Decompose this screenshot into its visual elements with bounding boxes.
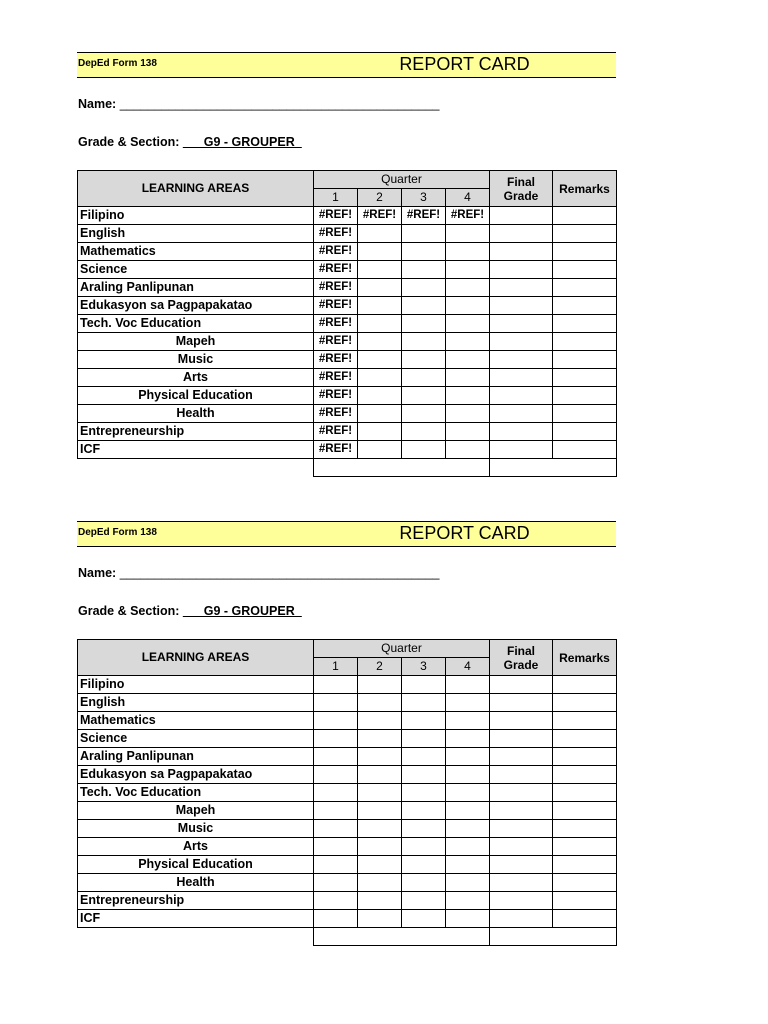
remarks-header: Remarks bbox=[553, 640, 617, 676]
quarter-grade-cell bbox=[402, 712, 446, 730]
quarter-grade-cell bbox=[314, 820, 358, 838]
quarter-grade-cell bbox=[314, 892, 358, 910]
learning-area-cell: Health bbox=[78, 874, 314, 892]
table-row bbox=[78, 694, 617, 712]
quarter-grade-cell bbox=[402, 441, 446, 459]
general-average-cell bbox=[314, 459, 490, 477]
quarter-grade-cell bbox=[358, 261, 402, 279]
quarter-grade-cell: #REF! bbox=[314, 315, 358, 333]
quarter-grade-cell: #REF! bbox=[314, 423, 358, 441]
quarter-header: Quarter bbox=[314, 171, 490, 189]
remarks-cell bbox=[553, 802, 617, 820]
quarter-grade-cell bbox=[358, 387, 402, 405]
card-title: REPORT CARD bbox=[399, 523, 530, 543]
grade-section-label: Grade & Section: bbox=[78, 604, 180, 618]
final-grade-cell bbox=[490, 405, 553, 423]
final-grade-cell bbox=[490, 838, 553, 856]
table-row bbox=[78, 333, 617, 351]
table-row bbox=[78, 243, 617, 261]
learning-area-cell: Araling Panlipunan bbox=[78, 748, 314, 766]
final-grade-cell bbox=[490, 387, 553, 405]
table-row bbox=[78, 225, 617, 243]
table-row bbox=[78, 405, 617, 423]
learning-area-cell: ICF bbox=[78, 910, 314, 928]
remarks-cell bbox=[553, 243, 617, 261]
quarter-grade-cell bbox=[446, 712, 490, 730]
learning-areas-header: LEARNING AREAS bbox=[78, 640, 314, 676]
table-row bbox=[78, 730, 617, 748]
quarter-grade-cell bbox=[446, 297, 490, 315]
quarter-number: 3 bbox=[402, 658, 446, 676]
learning-area-cell: Health bbox=[78, 405, 314, 423]
quarter-grade-cell bbox=[358, 730, 402, 748]
remarks-cell bbox=[553, 225, 617, 243]
quarter-grade-cell bbox=[446, 279, 490, 297]
quarter-grade-cell: #REF! bbox=[314, 297, 358, 315]
final-grade-cell bbox=[490, 297, 553, 315]
quarter-grade-cell: #REF! bbox=[314, 351, 358, 369]
learning-area-cell: Mapeh bbox=[78, 802, 314, 820]
final-grade-cell bbox=[490, 369, 553, 387]
name-line bbox=[78, 97, 440, 111]
final-grade-cell bbox=[490, 315, 553, 333]
remarks-cell bbox=[553, 333, 617, 351]
general-average-cell bbox=[314, 928, 490, 946]
quarter-grade-cell bbox=[314, 838, 358, 856]
quarter-grade-cell bbox=[446, 333, 490, 351]
final-grade-cell bbox=[490, 784, 553, 802]
learning-area-cell: Physical Education bbox=[78, 856, 314, 874]
final-grade-cell bbox=[490, 243, 553, 261]
header-row bbox=[78, 171, 617, 189]
grades-table bbox=[77, 170, 617, 477]
learning-area-cell: Araling Panlipunan bbox=[78, 279, 314, 297]
learning-area-cell: Tech. Voc Education bbox=[78, 315, 314, 333]
learning-area-cell: Music bbox=[78, 820, 314, 838]
learning-area-cell: Science bbox=[78, 261, 314, 279]
quarter-grade-cell: #REF! bbox=[314, 441, 358, 459]
quarter-grade-cell bbox=[446, 892, 490, 910]
quarter-grade-cell bbox=[358, 225, 402, 243]
remarks-cell bbox=[553, 766, 617, 784]
quarter-grade-cell bbox=[358, 856, 402, 874]
remarks-cell bbox=[553, 441, 617, 459]
grade-section-value: ___G9 - GROUPER_ bbox=[182, 135, 302, 149]
quarter-grade-cell: #REF! bbox=[314, 261, 358, 279]
learning-area-cell: ICF bbox=[78, 441, 314, 459]
final-grade-cell bbox=[490, 748, 553, 766]
summary-row bbox=[78, 459, 617, 477]
final-grade-cell bbox=[490, 712, 553, 730]
form-label: DepEd Form 138 bbox=[78, 527, 157, 538]
quarter-grade-cell bbox=[358, 333, 402, 351]
card-header bbox=[77, 52, 616, 78]
quarter-grade-cell bbox=[402, 333, 446, 351]
final-grade-cell bbox=[490, 766, 553, 784]
average-remarks-cell bbox=[490, 459, 617, 477]
table-row bbox=[78, 207, 617, 225]
table-row bbox=[78, 441, 617, 459]
quarter-grade-cell: #REF! bbox=[446, 207, 490, 225]
quarter-grade-cell bbox=[402, 225, 446, 243]
remarks-cell bbox=[553, 748, 617, 766]
quarter-grade-cell bbox=[358, 676, 402, 694]
quarter-grade-cell bbox=[402, 243, 446, 261]
table-row bbox=[78, 802, 617, 820]
final-grade-cell bbox=[490, 333, 553, 351]
grade-section-label: Grade & Section: bbox=[78, 135, 180, 149]
quarter-grade-cell bbox=[446, 225, 490, 243]
quarter-grade-cell: #REF! bbox=[314, 333, 358, 351]
quarter-grade-cell bbox=[314, 676, 358, 694]
final-grade-cell bbox=[490, 676, 553, 694]
table-row bbox=[78, 279, 617, 297]
quarter-grade-cell: #REF! bbox=[314, 387, 358, 405]
quarter-grade-cell bbox=[358, 351, 402, 369]
quarter-grade-cell bbox=[402, 838, 446, 856]
final-grade-cell bbox=[490, 694, 553, 712]
average-remarks-cell bbox=[490, 928, 617, 946]
quarter-grade-cell bbox=[402, 892, 446, 910]
table-row bbox=[78, 874, 617, 892]
table-row bbox=[78, 261, 617, 279]
quarter-grade-cell bbox=[358, 405, 402, 423]
final-grade-cell bbox=[490, 874, 553, 892]
learning-area-cell: Filipino bbox=[78, 207, 314, 225]
quarter-number: 2 bbox=[358, 658, 402, 676]
table-row bbox=[78, 910, 617, 928]
final-grade-cell bbox=[490, 423, 553, 441]
quarter-grade-cell bbox=[358, 892, 402, 910]
learning-area-cell: English bbox=[78, 694, 314, 712]
quarter-grade-cell bbox=[358, 802, 402, 820]
table-row bbox=[78, 856, 617, 874]
final-grade-cell bbox=[490, 730, 553, 748]
learning-area-cell: Entrepreneurship bbox=[78, 892, 314, 910]
quarter-grade-cell bbox=[446, 261, 490, 279]
learning-area-cell: Mathematics bbox=[78, 712, 314, 730]
final-grade-cell bbox=[490, 279, 553, 297]
quarter-grade-cell bbox=[358, 297, 402, 315]
quarter-grade-cell bbox=[446, 838, 490, 856]
report-card-1 bbox=[77, 52, 616, 456]
quarter-grade-cell bbox=[358, 874, 402, 892]
remarks-header: Remarks bbox=[553, 171, 617, 207]
name-value: ______________________________________________ bbox=[119, 566, 440, 580]
table-row bbox=[78, 766, 617, 784]
learning-area-cell: Edukasyon sa Pagpapakatao bbox=[78, 297, 314, 315]
quarter-grade-cell bbox=[446, 676, 490, 694]
grades-table bbox=[77, 639, 617, 946]
quarter-grade-cell bbox=[358, 910, 402, 928]
remarks-cell bbox=[553, 207, 617, 225]
final-grade-cell bbox=[490, 802, 553, 820]
learning-area-cell: Edukasyon sa Pagpapakatao bbox=[78, 766, 314, 784]
quarter-grade-cell bbox=[358, 279, 402, 297]
summary-row bbox=[78, 928, 617, 946]
learning-area-cell: Mathematics bbox=[78, 243, 314, 261]
quarter-grade-cell bbox=[314, 730, 358, 748]
name-line bbox=[78, 566, 440, 580]
quarter-grade-cell bbox=[314, 694, 358, 712]
quarter-grade-cell bbox=[358, 838, 402, 856]
quarter-number: 3 bbox=[402, 189, 446, 207]
quarter-grade-cell: #REF! bbox=[314, 225, 358, 243]
quarter-grade-cell bbox=[402, 279, 446, 297]
final-grade-header: Final Grade bbox=[490, 640, 553, 676]
quarter-grade-cell bbox=[446, 748, 490, 766]
final-grade-header: Final Grade bbox=[490, 171, 553, 207]
remarks-cell bbox=[553, 423, 617, 441]
learning-area-cell: Tech. Voc Education bbox=[78, 784, 314, 802]
remarks-cell bbox=[553, 297, 617, 315]
quarter-grade-cell bbox=[402, 387, 446, 405]
remarks-cell bbox=[553, 712, 617, 730]
remarks-cell bbox=[553, 730, 617, 748]
quarter-grade-cell bbox=[402, 820, 446, 838]
card-header bbox=[77, 521, 616, 547]
table-row bbox=[78, 387, 617, 405]
quarter-grade-cell bbox=[358, 820, 402, 838]
quarter-grade-cell bbox=[402, 874, 446, 892]
table-row bbox=[78, 423, 617, 441]
quarter-grade-cell: #REF! bbox=[314, 243, 358, 261]
grade-section-line bbox=[78, 604, 302, 618]
grade-section-value: ___G9 - GROUPER_ bbox=[182, 604, 302, 618]
quarter-grade-cell bbox=[402, 784, 446, 802]
remarks-cell bbox=[553, 315, 617, 333]
quarter-grade-cell bbox=[402, 766, 446, 784]
table-row bbox=[78, 351, 617, 369]
quarter-grade-cell bbox=[446, 802, 490, 820]
table-row bbox=[78, 676, 617, 694]
quarter-grade-cell bbox=[358, 766, 402, 784]
grade-section-line bbox=[78, 135, 302, 149]
quarter-grade-cell bbox=[446, 243, 490, 261]
remarks-cell bbox=[553, 856, 617, 874]
remarks-cell bbox=[553, 694, 617, 712]
quarter-grade-cell bbox=[446, 315, 490, 333]
quarter-grade-cell bbox=[402, 315, 446, 333]
learning-area-cell: Entrepreneurship bbox=[78, 423, 314, 441]
remarks-cell bbox=[553, 261, 617, 279]
quarter-grade-cell bbox=[446, 730, 490, 748]
final-grade-cell bbox=[490, 820, 553, 838]
quarter-grade-cell bbox=[314, 874, 358, 892]
quarter-grade-cell bbox=[446, 874, 490, 892]
remarks-cell bbox=[553, 405, 617, 423]
quarter-grade-cell bbox=[402, 297, 446, 315]
table-row bbox=[78, 369, 617, 387]
quarter-grade-cell bbox=[358, 784, 402, 802]
remarks-cell bbox=[553, 892, 617, 910]
quarter-grade-cell bbox=[358, 243, 402, 261]
quarter-grade-cell bbox=[314, 784, 358, 802]
quarter-grade-cell bbox=[446, 820, 490, 838]
learning-area-cell: English bbox=[78, 225, 314, 243]
quarter-grade-cell bbox=[402, 261, 446, 279]
learning-areas-header: LEARNING AREAS bbox=[78, 171, 314, 207]
learning-area-cell: Physical Education bbox=[78, 387, 314, 405]
quarter-grade-cell bbox=[314, 766, 358, 784]
quarter-number: 1 bbox=[314, 189, 358, 207]
final-grade-cell bbox=[490, 225, 553, 243]
quarter-grade-cell bbox=[358, 748, 402, 766]
name-value: ______________________________________________ bbox=[119, 97, 440, 111]
quarter-grade-cell bbox=[402, 910, 446, 928]
quarter-grade-cell bbox=[358, 423, 402, 441]
learning-area-cell: Arts bbox=[78, 369, 314, 387]
quarter-grade-cell bbox=[402, 856, 446, 874]
final-grade-cell bbox=[490, 892, 553, 910]
quarter-grade-cell bbox=[402, 730, 446, 748]
quarter-grade-cell bbox=[358, 694, 402, 712]
empty-cell bbox=[78, 459, 314, 477]
quarter-grade-cell bbox=[446, 441, 490, 459]
quarter-grade-cell bbox=[446, 910, 490, 928]
remarks-cell bbox=[553, 820, 617, 838]
quarter-grade-cell bbox=[314, 856, 358, 874]
learning-area-cell: Arts bbox=[78, 838, 314, 856]
remarks-cell bbox=[553, 874, 617, 892]
quarter-grade-cell bbox=[446, 856, 490, 874]
quarter-grade-cell: #REF! bbox=[402, 207, 446, 225]
table-row bbox=[78, 712, 617, 730]
quarter-grade-cell bbox=[446, 405, 490, 423]
table-row bbox=[78, 748, 617, 766]
remarks-cell bbox=[553, 676, 617, 694]
remarks-cell bbox=[553, 910, 617, 928]
quarter-grade-cell: #REF! bbox=[358, 207, 402, 225]
quarter-number: 1 bbox=[314, 658, 358, 676]
card-title: REPORT CARD bbox=[399, 54, 530, 74]
remarks-cell bbox=[553, 387, 617, 405]
final-grade-cell bbox=[490, 441, 553, 459]
quarter-number: 4 bbox=[446, 189, 490, 207]
table-row bbox=[78, 892, 617, 910]
remarks-cell bbox=[553, 279, 617, 297]
quarter-grade-cell: #REF! bbox=[314, 369, 358, 387]
name-label: Name: bbox=[78, 566, 117, 580]
form-label: DepEd Form 138 bbox=[78, 58, 157, 69]
quarter-grade-cell bbox=[402, 351, 446, 369]
table-row bbox=[78, 784, 617, 802]
quarter-grade-cell bbox=[446, 369, 490, 387]
quarter-grade-cell bbox=[446, 784, 490, 802]
quarter-grade-cell bbox=[402, 748, 446, 766]
quarter-grade-cell bbox=[446, 423, 490, 441]
quarter-grade-cell bbox=[402, 369, 446, 387]
empty-cell bbox=[78, 928, 314, 946]
learning-area-cell: Mapeh bbox=[78, 333, 314, 351]
remarks-cell bbox=[553, 369, 617, 387]
remarks-cell bbox=[553, 351, 617, 369]
final-grade-cell bbox=[490, 207, 553, 225]
quarter-grade-cell: #REF! bbox=[314, 405, 358, 423]
remarks-cell bbox=[553, 784, 617, 802]
quarter-grade-cell bbox=[358, 441, 402, 459]
table-row bbox=[78, 315, 617, 333]
quarter-grade-cell bbox=[402, 676, 446, 694]
table-row bbox=[78, 820, 617, 838]
quarter-grade-cell bbox=[446, 694, 490, 712]
quarter-grade-cell bbox=[402, 423, 446, 441]
table-row bbox=[78, 838, 617, 856]
quarter-grade-cell bbox=[314, 802, 358, 820]
name-label: Name: bbox=[78, 97, 117, 111]
report-card-2 bbox=[77, 521, 616, 925]
quarter-grade-cell bbox=[446, 351, 490, 369]
header-row bbox=[78, 640, 617, 658]
quarter-grade-cell bbox=[314, 910, 358, 928]
table-row bbox=[78, 297, 617, 315]
quarter-grade-cell bbox=[402, 405, 446, 423]
quarter-grade-cell: #REF! bbox=[314, 279, 358, 297]
final-grade-cell bbox=[490, 261, 553, 279]
quarter-grade-cell bbox=[402, 694, 446, 712]
final-grade-cell bbox=[490, 856, 553, 874]
quarter-number: 4 bbox=[446, 658, 490, 676]
quarter-header: Quarter bbox=[314, 640, 490, 658]
quarter-grade-cell bbox=[402, 802, 446, 820]
quarter-grade-cell bbox=[358, 315, 402, 333]
quarter-number: 2 bbox=[358, 189, 402, 207]
learning-area-cell: Science bbox=[78, 730, 314, 748]
quarter-grade-cell bbox=[446, 387, 490, 405]
quarter-grade-cell bbox=[446, 766, 490, 784]
final-grade-cell bbox=[490, 910, 553, 928]
quarter-grade-cell: #REF! bbox=[314, 207, 358, 225]
quarter-grade-cell bbox=[314, 712, 358, 730]
quarter-grade-cell bbox=[314, 748, 358, 766]
remarks-cell bbox=[553, 838, 617, 856]
learning-area-cell: Filipino bbox=[78, 676, 314, 694]
final-grade-cell bbox=[490, 351, 553, 369]
quarter-grade-cell bbox=[358, 712, 402, 730]
quarter-grade-cell bbox=[358, 369, 402, 387]
learning-area-cell: Music bbox=[78, 351, 314, 369]
